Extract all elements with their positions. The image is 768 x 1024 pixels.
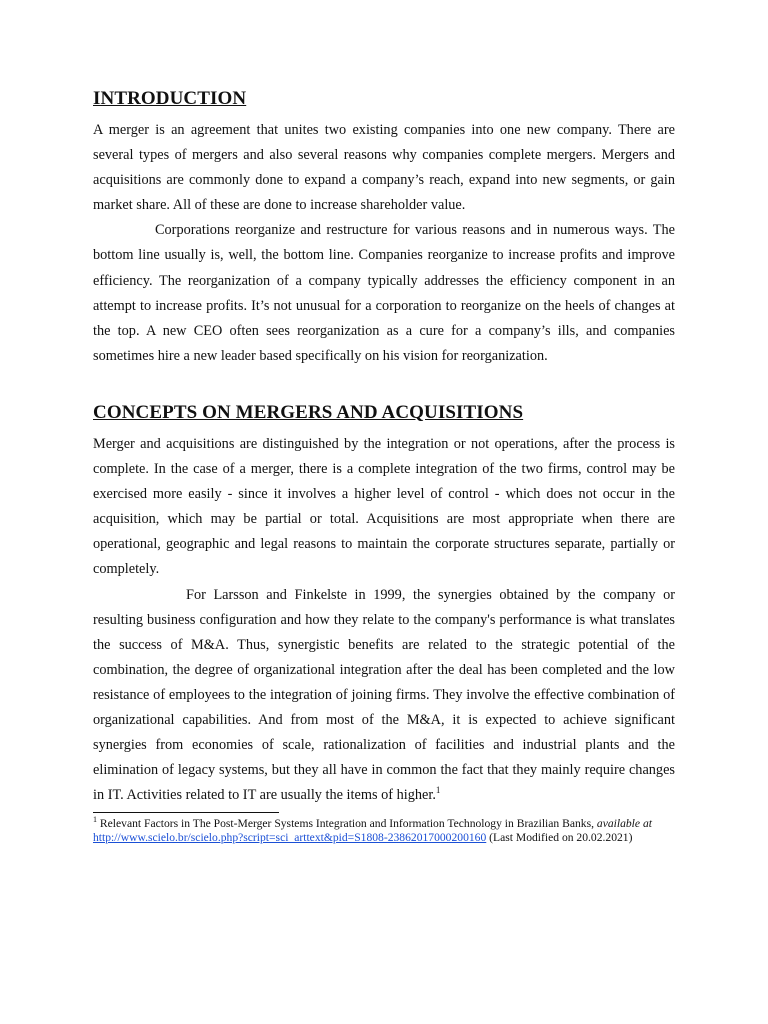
- document-page: [93, 86, 675, 844]
- intro-paragraph-1: A merger is an agreement that unites two existing companies into one new company. There are several types of mergers and also several reasons why companies complete mergers. Mergers and acquisitions are commonly done to expand a company’s reach, expand into new segments, or gain market share. All of these are done to increase shareholder value.: [93, 122, 675, 214]
- footnote-available-at: available at: [596, 817, 652, 831]
- footnote-reference[interactable]: 1: [435, 785, 441, 796]
- footnote: [93, 817, 675, 844]
- footnote-text: Relevant Factors in The Post-Merger Systems Integration and Information Technology in Brazilian Banks,: [99, 817, 594, 831]
- footnote-divider: [93, 812, 279, 813]
- introduction-heading: INTRODUCTION: [93, 88, 247, 109]
- concepts-paragraph-2: [93, 583, 675, 809]
- intro-paragraph-2: Corporations reorganize and restructure for various reasons and in numerous ways. The bottom line usually is, well, the bottom line. Companies reorganize to increase profits and improve efficiency. The reorganization of a company typically addresses the efficiency component in an attempt to increase profits. It’s not unusual for a corporation to reorganize on the heels of changes at the top. A new CEO often sees reorganization as a cure for a company’s ills, and companies sometimes hire a new leader based specifically on his vision for reorganization.: [93, 222, 675, 364]
- footnote-modified: (Last Modified on 20.02.2021): [489, 830, 633, 844]
- footnote-number: 1: [93, 815, 97, 825]
- concepts-paragraph-2-text: For Larsson and Finkelste in 1999, the synergies obtained by the company or resulting business configuration and how they relate to the company's performance is what translates the success of M&A. Thus, synergistic benefits are related to the strategic potential of the combination, the degree of organizational integration after the deal has been completed and the low resistance of employees to the integration of joining firms. They involve the effective combination of organizational capabilities. And from most of the M&A, it is expected to achieve significant synergies from economies of scale, rationalization of facilities and industrial plants and the elimination of legacy systems, but they all have in common the fact that they mainly require changes in IT. Activities related to IT are usually the items of higher.: [93, 586, 675, 804]
- concepts-heading: CONCEPTS ON MERGERS AND ACQUISITIONS: [93, 401, 524, 423]
- footnote-link[interactable]: http://www.scielo.br/scielo.php?script=sci_arttext&pid=S1808-23862017000200160: [93, 830, 487, 844]
- concepts-paragraph-1: Merger and acquisitions are distinguished by the integration or not operations, after the process is complete. In the case of a merger, there is a complete integration of the two firms, control may be exercised more easily - since it involves a higher level of control - which does not occur in the acquisition, which may be partial or total. Acquisitions are most appropriate when there are operational, geographic and legal reasons to maintain the corporate structures separate, partially or completely.: [93, 435, 675, 578]
